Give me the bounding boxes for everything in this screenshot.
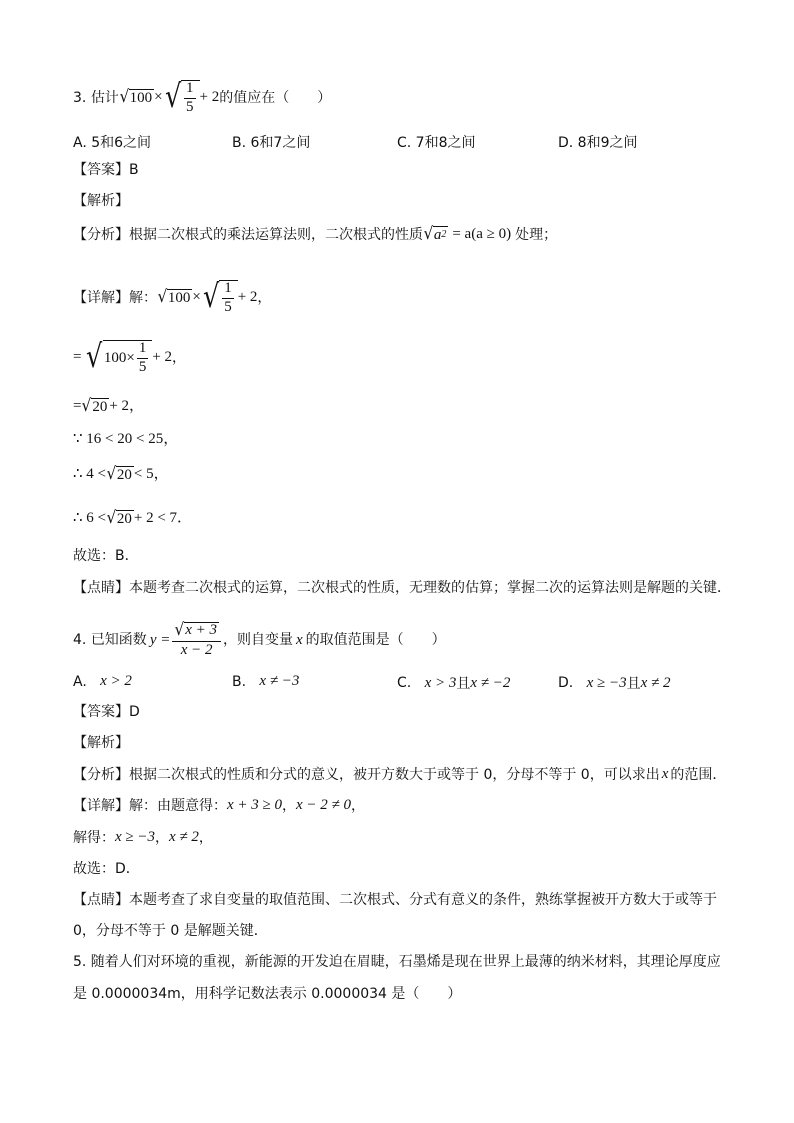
q3-answer: 【答案】 B	[73, 162, 139, 178]
q3-fenxi: 【分析】 根据二次根式的乘法运算法则，二次根式的性质 √ a 2 = a(a ≥ 0) 处理；	[73, 224, 558, 244]
q4-answer: 【答案】 D	[73, 704, 140, 720]
q3-stem	[73, 77, 332, 116]
q4-fenxi: 【分析】 根据二次根式的性质和分式的意义，被开方数大于或等于 0，分母不等于 0，可以求出 x 的范围．	[73, 766, 727, 783]
q5-stem-1: 5. 随着人们对环境的重视，新能源的开发迫在眉睫，石墨烯是现在世界上最薄的纳米材料，其理论厚度应	[73, 954, 721, 970]
q4-choose: 故选：D．	[73, 861, 140, 877]
times-sign: ×	[154, 89, 163, 106]
q4-function-fraction: √ x + 3 x − 2	[172, 622, 221, 659]
q4-analysis-heading: 【解析】	[73, 735, 129, 751]
q3-step2: = √ 20 + 2，	[73, 396, 145, 416]
plus-two: + 2	[199, 89, 220, 106]
q4-option-d: D. x ≥ −3 且 x ≠ 2	[558, 674, 671, 692]
q4-dianjing-1: 【点睛】 本题考查了求自变量的取值范围、二次根式、分式有意义的条件，熟练掌握被开方数大于或等于	[73, 892, 717, 908]
q3-number: 3.	[73, 89, 87, 106]
q4-detail: 【详解】 解：由题意得： x + 3 ≥ 0 ， x − 2 ≠ 0 ，	[73, 797, 366, 814]
q4-stem: 4. 已知函数 y = √ x + 3 x − 2 ，则自变量 x 的取值范围是（ ）	[73, 620, 446, 658]
q3-option-a: A. 5和6之间	[73, 135, 152, 151]
sqrt-a-squared: √ a 2	[423, 224, 447, 244]
q4-dianjing-2: 0，分母不等于 0 是解题关键．	[73, 923, 268, 939]
q3-step1: = √ 100× $\frac{1}{5}$ + 2 ，	[73, 337, 187, 375]
q4-option-b: B. x ≠ −3	[232, 673, 300, 690]
q3-step4: ∴ 4 < √ 20 < 5，	[73, 464, 169, 484]
q3-step3: ∵ 16 < 20 < 25，	[73, 431, 179, 447]
q3-option-c: C. 7和8之间	[397, 135, 476, 151]
q4-option-c: C. x > 3 且 x ≠ −2	[397, 674, 511, 692]
q3-option-d: D. 8和9之间	[558, 135, 638, 151]
q3-dianjing: 【点睛】 本题考查二次根式的运算，二次根式的性质，无理数的估算；掌握二次的运算法则是解题的关键．	[73, 580, 731, 596]
sqrt-100: √ 100	[119, 87, 153, 108]
q3-choose: 故选：B．	[73, 548, 139, 564]
q3-analysis-heading: 【解析】	[73, 193, 129, 209]
sqrt-one-fifth: √ $\frac{1}{5}$	[163, 80, 200, 116]
q3-detail: 【详解】 解： √ 100 × √ $\frac{1}{5}$ + 2 ，	[73, 277, 272, 315]
q5-stem-2: 是 0.0000034m，用科学记数法表示 0.0000034 是（ ）	[73, 986, 462, 1002]
q4-solve: 解得： x ≥ −3 ， x ≠ 2 ，	[73, 829, 213, 846]
q3-tail: 的值应在（ ）	[219, 89, 332, 106]
q3-option-b: B. 6和7之间	[232, 135, 311, 151]
q4-option-a: A. x > 2	[73, 673, 132, 690]
q3-step5: ∴ 6 < √ 20 + 2 < 7．	[73, 508, 193, 528]
q3-lead: 估计	[90, 89, 119, 106]
